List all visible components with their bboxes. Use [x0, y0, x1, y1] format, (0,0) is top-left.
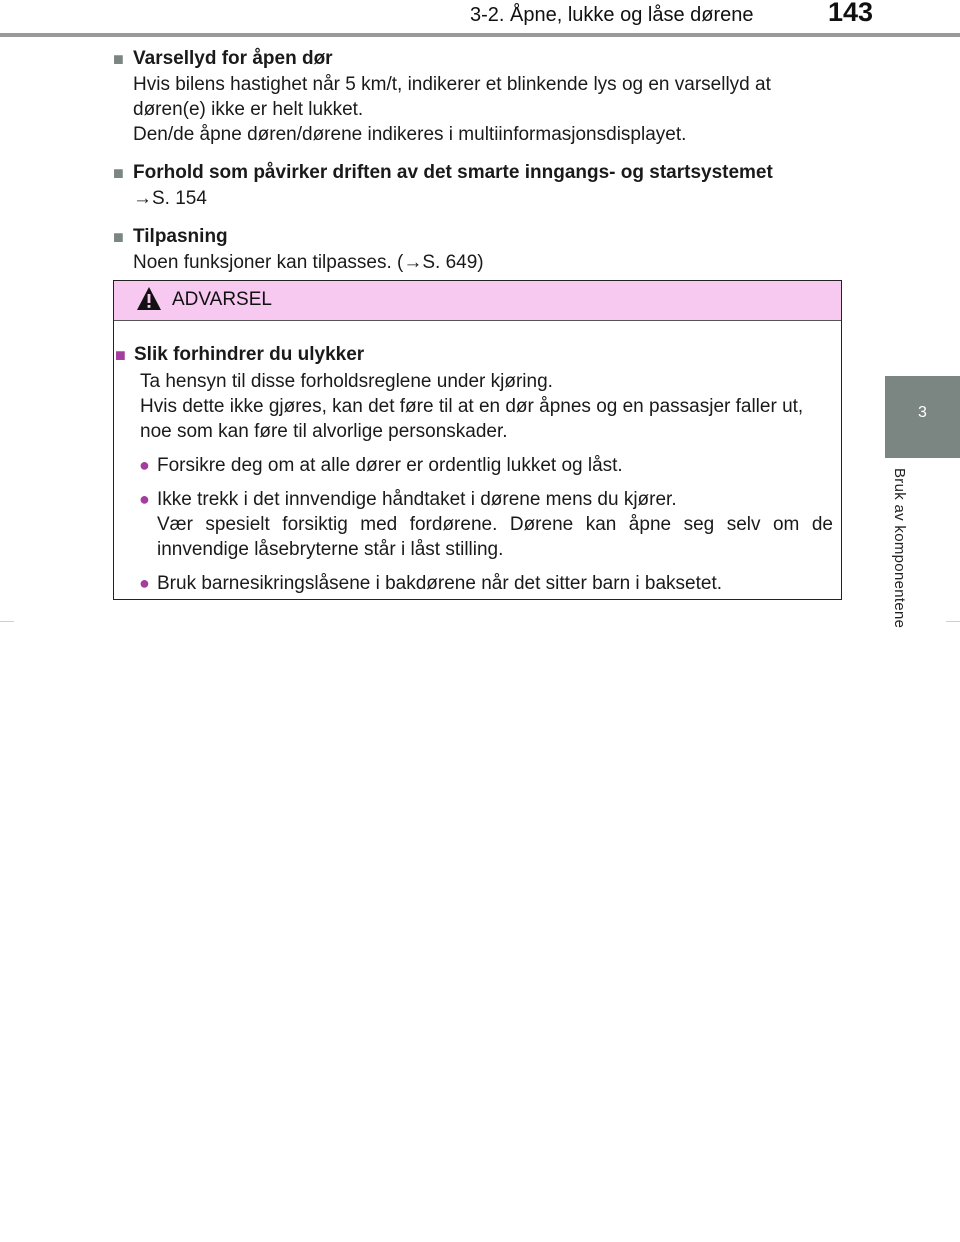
page-number: 143: [828, 0, 874, 27]
running-header-title: 3-2. Åpne, lukke og låse dørene: [470, 4, 754, 26]
warning-text: Ta hensyn til disse forholdsreglene under kjøring.: [140, 371, 553, 392]
circle-bullet-icon: ●: [139, 455, 150, 475]
circle-bullet-icon: ●: [139, 573, 150, 593]
warning-box: [113, 280, 842, 600]
list-item: ● Ikke trekk i det innvendige håndtaket i dørene mens du kjører. Vær spesielt forsiktig med fordørene. Dørene kan åpne seg selv om de innvendige låsebryterne står i låst stilling.: [114, 487, 833, 562]
crop-mark-left: [0, 621, 14, 622]
section-smart-entry: [113, 160, 839, 211]
circle-bullet-icon: ●: [139, 489, 150, 509]
section-text: Hvis bilens hastighet når 5 km/t, indikerer et blinkende lys og en varsellyd at døren(e) ikke er helt lukket.: [133, 74, 771, 120]
list-item: ● Forsikre deg om at alle dører er ordentlig lukket og låst.: [114, 453, 833, 478]
square-bullet-icon: ■: [113, 163, 124, 183]
section-customization: [113, 224, 839, 275]
warning-triangle-icon: [136, 286, 162, 312]
warning-title: Slik forhindrer du ulykker: [134, 344, 365, 365]
header-rule: [0, 33, 960, 37]
square-bullet-icon: ■: [115, 345, 126, 365]
list-item: ● Bruk barnesikringslåsene i bakdørene når det sitter barn i baksetet.: [114, 571, 833, 596]
section-door-warning: [113, 46, 839, 147]
main-content: [113, 46, 839, 288]
section-text: Den/de åpne døren/dørene indikeres i multiinformasjonsdisplayet.: [133, 124, 687, 145]
warning-text: Hvis dette ikke gjøres, kan det føre til at en dør åpnes og en passasjer faller ut, noe som kan føre til alvorlige personskader.: [140, 396, 804, 442]
chapter-label: Bruk av komponentene: [891, 468, 908, 629]
section-title: Varsellyd for åpen dør: [133, 48, 333, 69]
warning-label: ADVARSEL: [172, 289, 272, 310]
square-bullet-icon: ■: [113, 227, 124, 247]
page-reference-link[interactable]: →S. 154: [133, 188, 207, 209]
warning-body: [114, 321, 841, 596]
section-text: Noen funksjoner kan tilpasses. (→S. 649): [133, 252, 484, 273]
section-title: Tilpasning: [133, 226, 228, 247]
warning-header: [114, 281, 841, 321]
chapter-number: 3: [918, 404, 927, 421]
chapter-tab: [885, 376, 960, 458]
square-bullet-icon: ■: [113, 49, 124, 69]
crop-mark-right: [946, 621, 960, 622]
section-title: Forhold som påvirker driften av det smarte inngangs- og startsystemet: [133, 162, 773, 183]
